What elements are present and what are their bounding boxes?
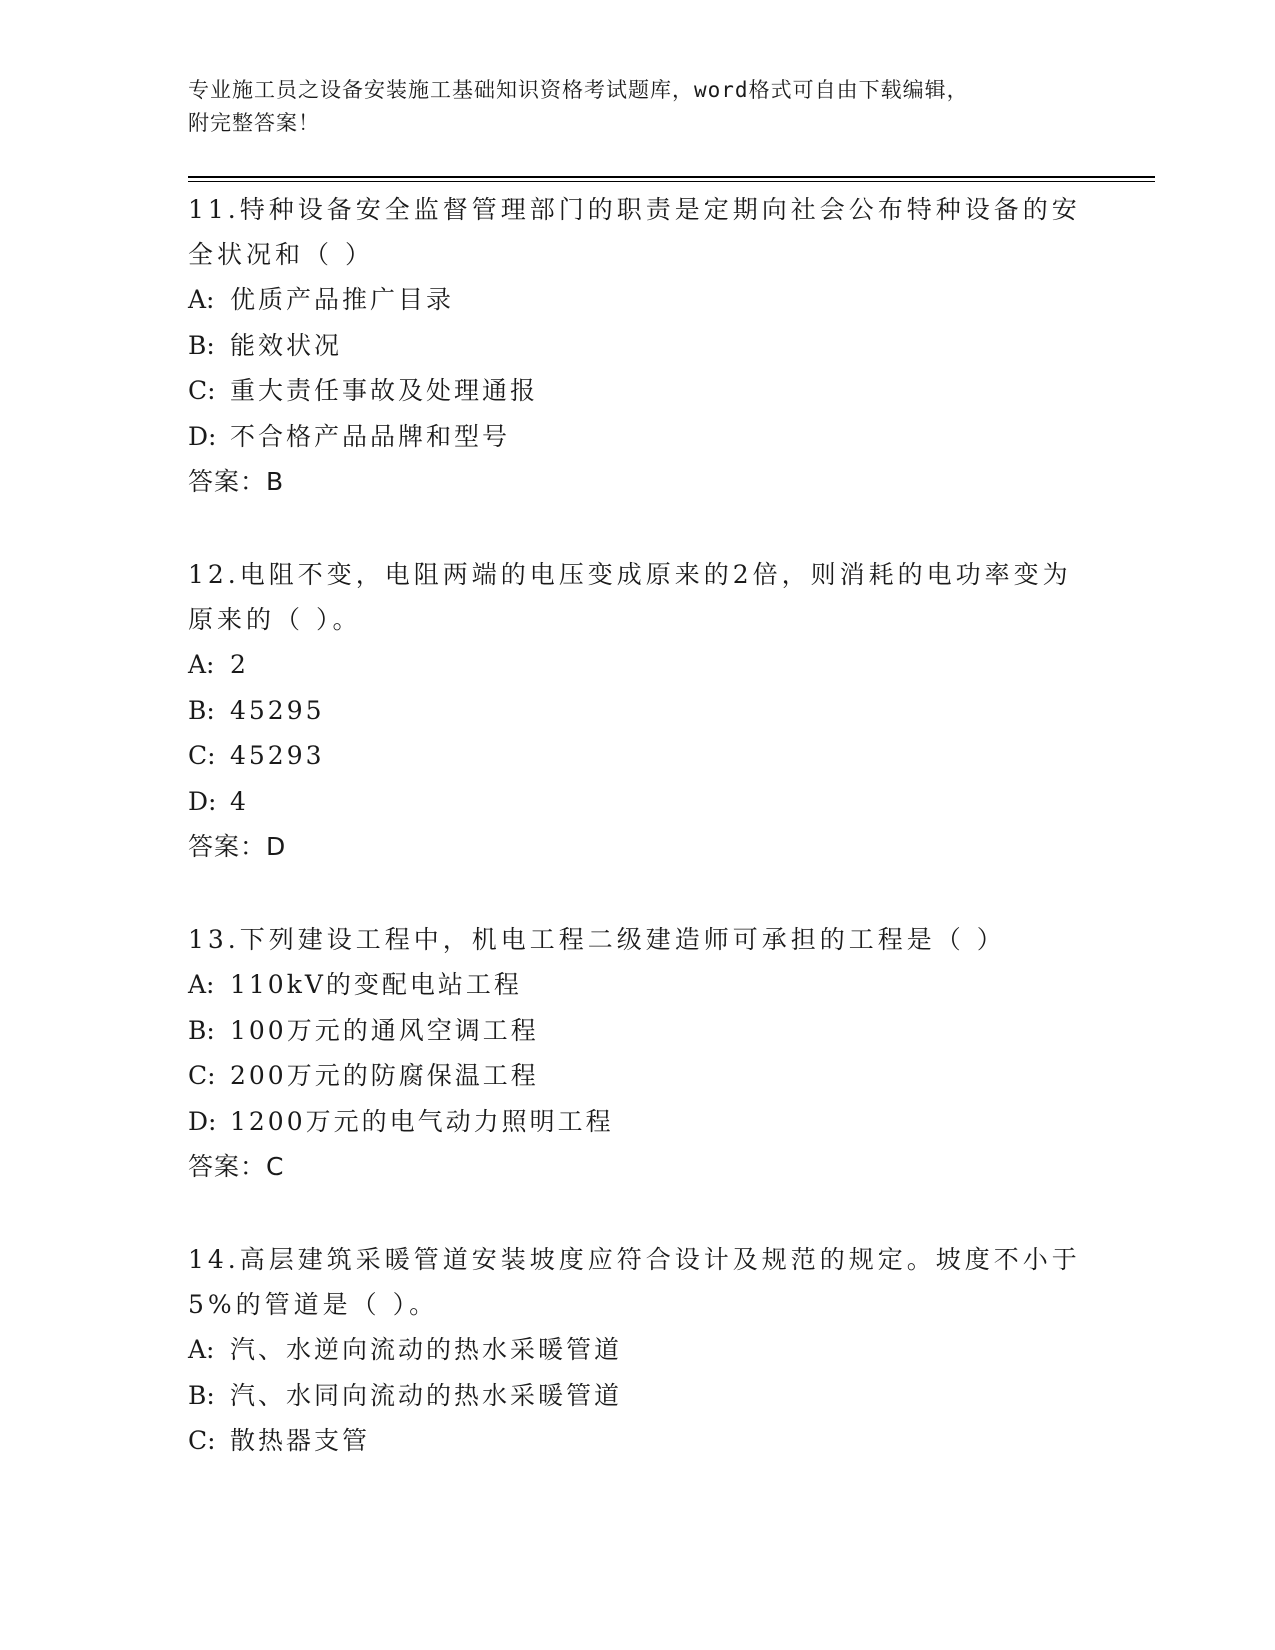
option-key: D: (188, 421, 217, 451)
option-text: 2 (230, 650, 249, 679)
option-text: 200万元的防腐保温工程 (230, 1061, 539, 1090)
answer-line: 答案：D (188, 832, 287, 861)
option-key: A: (188, 1335, 215, 1364)
question-12 (188, 552, 1088, 869)
header-line-1: 专业施工员之设备安装施工基础知识资格考试题库，word格式可自由下载编辑， (188, 78, 969, 102)
question-14 (188, 1237, 1088, 1464)
answer-line: 答案：C (188, 1152, 285, 1181)
option-c (188, 733, 1088, 779)
option-key: B: (188, 1380, 215, 1410)
question-11 (188, 187, 1088, 504)
option-a (188, 1327, 1088, 1373)
option-c (188, 1418, 1088, 1464)
option-text: 110kV的变配电站工程 (230, 970, 522, 999)
option-text: 1200万元的电气动力照明工程 (230, 1106, 614, 1136)
option-text: 汽、水逆向流动的热水采暖管道 (230, 1335, 623, 1364)
header-divider-thin (188, 181, 1155, 182)
option-key: D: (188, 786, 217, 816)
option-b (188, 1008, 1088, 1054)
option-key: B: (188, 695, 215, 725)
option-b (188, 688, 1088, 734)
option-b (188, 323, 1088, 369)
question-stem: 14.高层建筑采暖管道安装坡度应符合设计及规范的规定。坡度不小于5%的管道是（ ）。 (188, 1245, 1081, 1319)
option-a (188, 277, 1088, 323)
option-text: 重大责任事故及处理通报 (230, 376, 539, 405)
question-stem: 13.下列建设工程中，机电工程二级建造师可承担的工程是（ ） (188, 925, 1006, 954)
option-text: 汽、水同向流动的热水采暖管道 (230, 1380, 623, 1410)
option-key: D: (188, 1106, 217, 1136)
option-text: 散热器支管 (230, 1426, 371, 1455)
document-header (188, 74, 1088, 140)
question-13 (188, 917, 1088, 1189)
option-key: C: (188, 376, 216, 405)
question-stem: 12.电阻不变，电阻两端的电压变成原来的2倍，则消耗的电功率变为原来的（ ）。 (188, 560, 1072, 634)
option-key: C: (188, 741, 216, 770)
option-d (188, 414, 1088, 460)
header-divider-thick (188, 176, 1155, 178)
option-b (188, 1373, 1088, 1419)
option-text: 45293 (230, 741, 325, 770)
option-text: 4 (230, 786, 249, 816)
option-text: 100万元的通风空调工程 (230, 1015, 539, 1045)
option-a (188, 962, 1088, 1008)
option-key: C: (188, 1426, 216, 1455)
option-key: A: (188, 650, 215, 679)
option-text: 不合格产品品牌和型号 (230, 421, 511, 451)
option-c (188, 1053, 1088, 1099)
header-line-2: 附完整答案！ (188, 111, 320, 135)
answer-line: 答案：B (188, 467, 285, 496)
question-stem: 11.特种设备安全监督管理部门的职责是定期向社会公布特种设备的安全状况和（ ） (188, 195, 1081, 269)
option-a (188, 642, 1088, 688)
option-d (188, 779, 1088, 825)
option-key: A: (188, 285, 215, 314)
option-d (188, 1099, 1088, 1145)
option-text: 优质产品推广目录 (230, 285, 455, 314)
option-c (188, 368, 1088, 414)
option-key: B: (188, 1015, 215, 1045)
option-text: 能效状况 (230, 330, 343, 360)
option-text: 45295 (230, 695, 325, 725)
option-key: C: (188, 1061, 216, 1090)
option-key: B: (188, 330, 215, 360)
option-key: A: (188, 970, 215, 999)
